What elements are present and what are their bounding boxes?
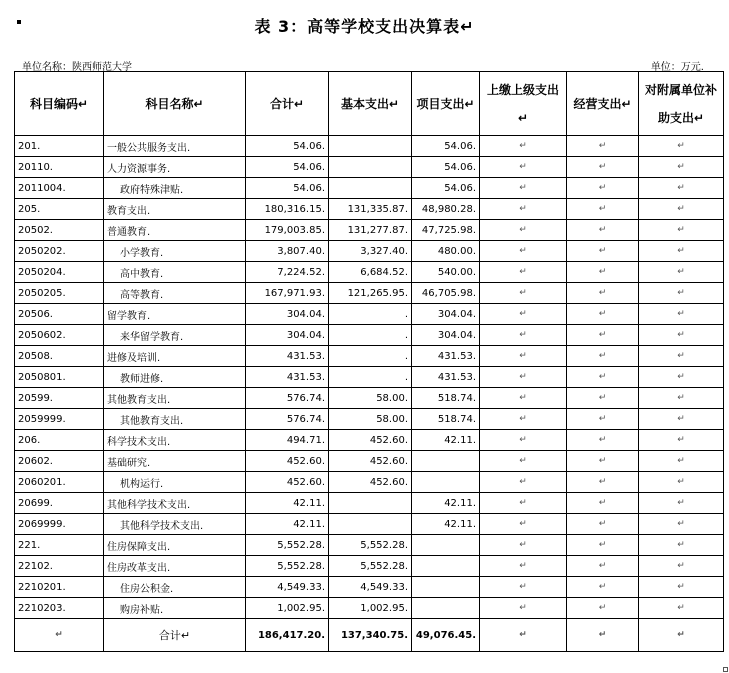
total-basic: 137,340.75.	[329, 619, 412, 652]
project-cell: 54.06.	[412, 136, 480, 157]
business-mark: ↵	[567, 262, 639, 283]
project-cell: 47,725.98.	[412, 220, 480, 241]
upper-mark: ↵	[480, 598, 567, 619]
total-cell: 54.06.	[246, 136, 329, 157]
business-mark: ↵	[567, 199, 639, 220]
total-project: 49,076.45.	[412, 619, 480, 652]
code-cell: 2050202.	[15, 241, 104, 262]
total-cell: 42.11.	[246, 514, 329, 535]
business-mark: ↵	[567, 136, 639, 157]
subsidiary-mark: ↵	[639, 556, 724, 577]
basic-cell	[329, 514, 412, 535]
table-row	[15, 136, 724, 157]
name-cell: 机构运行.	[104, 472, 246, 493]
name-cell: 住房公积金.	[104, 577, 246, 598]
business-mark: ↵	[567, 346, 639, 367]
expenditure-table	[14, 71, 724, 652]
business-mark: ↵	[567, 178, 639, 199]
subsidiary-mark: ↵	[639, 451, 724, 472]
upper-mark: ↵	[480, 325, 567, 346]
code-cell: 2069999.	[15, 514, 104, 535]
table-row	[15, 241, 724, 262]
code-cell: 2060201.	[15, 472, 104, 493]
project-cell: 518.74.	[412, 409, 480, 430]
business-mark: ↵	[567, 493, 639, 514]
total-upper-mark: ↵	[480, 619, 567, 652]
basic-cell	[329, 157, 412, 178]
total-row	[15, 619, 724, 652]
name-cell: 人力资源事务.	[104, 157, 246, 178]
project-cell	[412, 535, 480, 556]
total-label: 合计↵	[104, 619, 246, 652]
name-cell: 高中教育.	[104, 262, 246, 283]
business-mark: ↵	[567, 577, 639, 598]
total-sum: 186,417.20.	[246, 619, 329, 652]
business-mark: ↵	[567, 220, 639, 241]
total-cell: 494.71.	[246, 430, 329, 451]
total-cell: 3,807.40.	[246, 241, 329, 262]
business-mark: ↵	[567, 430, 639, 451]
project-cell: 54.06.	[412, 178, 480, 199]
business-mark: ↵	[567, 535, 639, 556]
table-row	[15, 304, 724, 325]
subsidiary-mark: ↵	[639, 493, 724, 514]
table-resize-handle[interactable]	[723, 667, 728, 672]
project-cell: 48,980.28.	[412, 199, 480, 220]
name-cell: 进修及培训.	[104, 346, 246, 367]
header-business: 经营支出↵	[567, 72, 639, 136]
upper-mark: ↵	[480, 136, 567, 157]
subsidiary-mark: ↵	[639, 598, 724, 619]
total-cell: 452.60.	[246, 472, 329, 493]
subsidiary-mark: ↵	[639, 535, 724, 556]
name-cell: 教师进修.	[104, 367, 246, 388]
currency-unit-label: 单位：万元.	[650, 62, 704, 73]
project-cell: 42.11.	[412, 493, 480, 514]
business-mark: ↵	[567, 304, 639, 325]
upper-mark: ↵	[480, 472, 567, 493]
basic-cell: 452.60.	[329, 472, 412, 493]
table-row	[15, 535, 724, 556]
header-total: 合计↵	[246, 72, 329, 136]
code-cell: 20599.	[15, 388, 104, 409]
total-cell: 431.53.	[246, 346, 329, 367]
total-subsidiary-mark: ↵	[639, 619, 724, 652]
unit-name-label: 单位名称：陕西师范大学	[22, 62, 132, 73]
business-mark: ↵	[567, 367, 639, 388]
project-cell: 54.06.	[412, 157, 480, 178]
header-subsidiary: 对附属单位补助支出↵	[639, 72, 724, 136]
code-cell: 2210203.	[15, 598, 104, 619]
code-cell: 20508.	[15, 346, 104, 367]
name-cell: 其他科学技术支出.	[104, 514, 246, 535]
total-cell: 576.74.	[246, 409, 329, 430]
upper-mark: ↵	[480, 304, 567, 325]
subsidiary-mark: ↵	[639, 430, 724, 451]
total-cell: 452.60.	[246, 451, 329, 472]
code-cell: 2059999.	[15, 409, 104, 430]
total-cell: 576.74.	[246, 388, 329, 409]
table-title: 表 3：高等学校支出决算表↵	[254, 17, 475, 36]
total-cell: 167,971.93.	[246, 283, 329, 304]
basic-cell: .	[329, 304, 412, 325]
subsidiary-mark: ↵	[639, 388, 724, 409]
table-row	[15, 178, 724, 199]
table-row	[15, 556, 724, 577]
subsidiary-mark: ↵	[639, 577, 724, 598]
code-cell: 205.	[15, 199, 104, 220]
basic-cell: 5,552.28.	[329, 556, 412, 577]
name-cell: 教育支出.	[104, 199, 246, 220]
business-mark: ↵	[567, 598, 639, 619]
subsidiary-mark: ↵	[639, 325, 724, 346]
header-upper-remit: 上缴上级支出↵	[480, 72, 567, 136]
subsidiary-mark: ↵	[639, 199, 724, 220]
total-cell: 431.53.	[246, 367, 329, 388]
basic-cell	[329, 136, 412, 157]
subsidiary-mark: ↵	[639, 283, 724, 304]
code-cell: 20502.	[15, 220, 104, 241]
project-cell: 540.00.	[412, 262, 480, 283]
name-cell: 其他教育支出.	[104, 388, 246, 409]
project-cell	[412, 598, 480, 619]
name-cell: 来华留学教育.	[104, 325, 246, 346]
subsidiary-mark: ↵	[639, 472, 724, 493]
business-mark: ↵	[567, 472, 639, 493]
basic-cell: .	[329, 367, 412, 388]
project-cell	[412, 472, 480, 493]
basic-cell: 1,002.95.	[329, 598, 412, 619]
business-mark: ↵	[567, 388, 639, 409]
code-cell: 20699.	[15, 493, 104, 514]
code-cell: 2050801.	[15, 367, 104, 388]
name-cell: 科学技术支出.	[104, 430, 246, 451]
header-basic: 基本支出↵	[329, 72, 412, 136]
code-cell: 2050602.	[15, 325, 104, 346]
code-cell: 20506.	[15, 304, 104, 325]
subsidiary-mark: ↵	[639, 157, 724, 178]
subsidiary-mark: ↵	[639, 514, 724, 535]
subsidiary-mark: ↵	[639, 367, 724, 388]
upper-mark: ↵	[480, 493, 567, 514]
business-mark: ↵	[567, 325, 639, 346]
subsidiary-mark: ↵	[639, 409, 724, 430]
basic-cell: 131,335.87.	[329, 199, 412, 220]
table-row	[15, 472, 724, 493]
table-row	[15, 409, 724, 430]
subsidiary-mark: ↵	[639, 304, 724, 325]
table-row	[15, 346, 724, 367]
total-cell: 304.04.	[246, 325, 329, 346]
total-cell: 42.11.	[246, 493, 329, 514]
business-mark: ↵	[567, 157, 639, 178]
name-cell: 一般公共服务支出.	[104, 136, 246, 157]
header-name: 科目名称↵	[104, 72, 246, 136]
upper-mark: ↵	[480, 262, 567, 283]
name-cell: 小学教育.	[104, 241, 246, 262]
upper-mark: ↵	[480, 388, 567, 409]
name-cell: 其他教育支出.	[104, 409, 246, 430]
basic-cell: .	[329, 325, 412, 346]
code-cell: 2050205.	[15, 283, 104, 304]
basic-cell: 4,549.33.	[329, 577, 412, 598]
upper-mark: ↵	[480, 241, 567, 262]
subsidiary-mark: ↵	[639, 178, 724, 199]
project-cell: 42.11.	[412, 430, 480, 451]
subsidiary-mark: ↵	[639, 346, 724, 367]
project-cell	[412, 451, 480, 472]
upper-mark: ↵	[480, 556, 567, 577]
project-cell: 480.00.	[412, 241, 480, 262]
project-cell	[412, 577, 480, 598]
project-cell: 431.53.	[412, 346, 480, 367]
upper-mark: ↵	[480, 220, 567, 241]
basic-cell: 5,552.28.	[329, 535, 412, 556]
basic-cell: 58.00.	[329, 388, 412, 409]
name-cell: 政府特殊津贴.	[104, 178, 246, 199]
table-row	[15, 262, 724, 283]
name-cell: 留学教育.	[104, 304, 246, 325]
name-cell: 购房补贴.	[104, 598, 246, 619]
project-cell: 304.04.	[412, 304, 480, 325]
code-cell: 2210201.	[15, 577, 104, 598]
subsidiary-mark: ↵	[639, 241, 724, 262]
subsidiary-mark: ↵	[639, 262, 724, 283]
upper-mark: ↵	[480, 514, 567, 535]
code-cell: 201.	[15, 136, 104, 157]
table-row	[15, 430, 724, 451]
name-cell: 基础研究.	[104, 451, 246, 472]
table-row	[15, 388, 724, 409]
project-cell: 518.74.	[412, 388, 480, 409]
basic-cell	[329, 178, 412, 199]
basic-cell: 3,327.40.	[329, 241, 412, 262]
upper-mark: ↵	[480, 430, 567, 451]
subsidiary-mark: ↵	[639, 136, 724, 157]
business-mark: ↵	[567, 556, 639, 577]
total-cell: 180,316.15.	[246, 199, 329, 220]
table-row	[15, 598, 724, 619]
subsidiary-mark: ↵	[639, 220, 724, 241]
total-cell: 4,549.33.	[246, 577, 329, 598]
table-row	[15, 514, 724, 535]
upper-mark: ↵	[480, 535, 567, 556]
name-cell: 住房改革支出.	[104, 556, 246, 577]
project-cell: 431.53.	[412, 367, 480, 388]
total-cell: 54.06.	[246, 178, 329, 199]
upper-mark: ↵	[480, 178, 567, 199]
business-mark: ↵	[567, 283, 639, 304]
total-cell: 54.06.	[246, 157, 329, 178]
basic-cell: 131,277.87.	[329, 220, 412, 241]
code-cell: 2011004.	[15, 178, 104, 199]
basic-cell: 6,684.52.	[329, 262, 412, 283]
total-cell: 7,224.52.	[246, 262, 329, 283]
upper-mark: ↵	[480, 409, 567, 430]
code-cell: 22102.	[15, 556, 104, 577]
table-row	[15, 367, 724, 388]
upper-mark: ↵	[480, 451, 567, 472]
project-cell: 304.04.	[412, 325, 480, 346]
upper-mark: ↵	[480, 367, 567, 388]
code-cell: 20602.	[15, 451, 104, 472]
table-row	[15, 451, 724, 472]
project-cell	[412, 556, 480, 577]
table-row	[15, 325, 724, 346]
name-cell: 普通教育.	[104, 220, 246, 241]
header-project: 项目支出↵	[412, 72, 480, 136]
basic-cell: 452.60.	[329, 451, 412, 472]
basic-cell: 58.00.	[329, 409, 412, 430]
header-code: 科目编码↵	[15, 72, 104, 136]
basic-cell: .	[329, 346, 412, 367]
upper-mark: ↵	[480, 199, 567, 220]
business-mark: ↵	[567, 451, 639, 472]
table-row	[15, 283, 724, 304]
code-cell: 221.	[15, 535, 104, 556]
name-cell: 其他科学技术支出.	[104, 493, 246, 514]
table-row	[15, 157, 724, 178]
basic-cell: 452.60.	[329, 430, 412, 451]
code-cell: 2050204.	[15, 262, 104, 283]
business-mark: ↵	[567, 409, 639, 430]
basic-cell	[329, 493, 412, 514]
total-cell: 304.04.	[246, 304, 329, 325]
upper-mark: ↵	[480, 346, 567, 367]
total-business-mark: ↵	[567, 619, 639, 652]
table-row	[15, 493, 724, 514]
business-mark: ↵	[567, 514, 639, 535]
project-cell: 46,705.98.	[412, 283, 480, 304]
total-cell: 5,552.28.	[246, 556, 329, 577]
total-cell: 5,552.28.	[246, 535, 329, 556]
basic-cell: 121,265.95.	[329, 283, 412, 304]
total-code-mark: ↵	[15, 619, 104, 652]
total-cell: 1,002.95.	[246, 598, 329, 619]
table-row	[15, 220, 724, 241]
code-cell: 20110.	[15, 157, 104, 178]
business-mark: ↵	[567, 241, 639, 262]
table-row	[15, 199, 724, 220]
name-cell: 住房保障支出.	[104, 535, 246, 556]
total-cell: 179,003.85.	[246, 220, 329, 241]
upper-mark: ↵	[480, 283, 567, 304]
table-row	[15, 577, 724, 598]
header-row	[15, 72, 724, 136]
upper-mark: ↵	[480, 577, 567, 598]
name-cell: 高等教育.	[104, 283, 246, 304]
project-cell: 42.11.	[412, 514, 480, 535]
code-cell: 206.	[15, 430, 104, 451]
upper-mark: ↵	[480, 157, 567, 178]
